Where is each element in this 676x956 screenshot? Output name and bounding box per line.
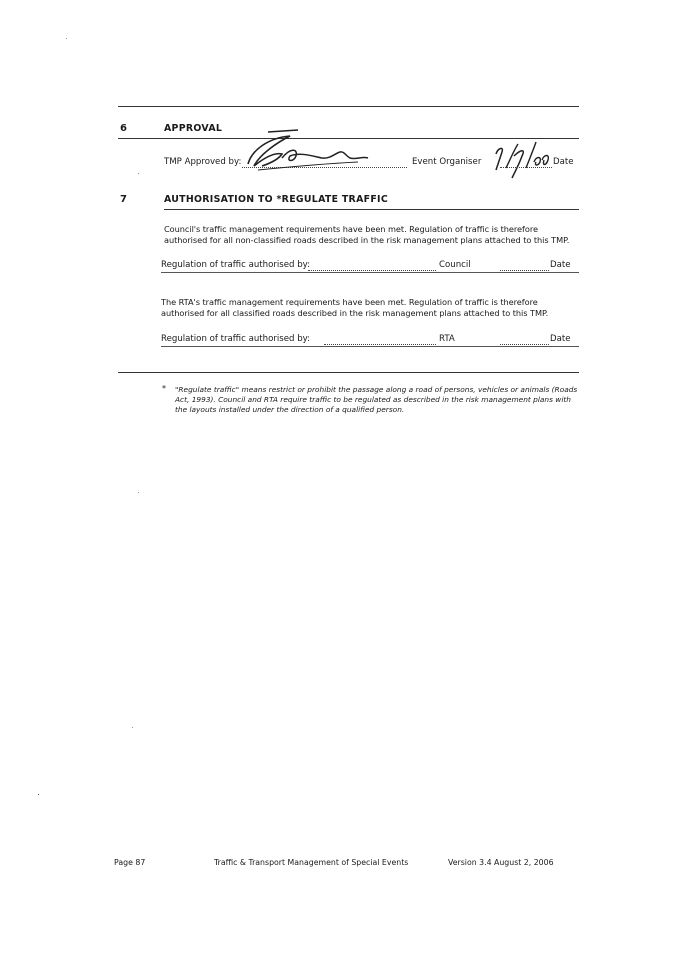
approval-signature xyxy=(238,128,388,174)
section-6-title-text: APPROVAL xyxy=(164,123,223,134)
approval-date-value xyxy=(500,150,504,151)
footer-version: Version 3.4 August 2, 2006 xyxy=(448,858,554,867)
scan-speck xyxy=(38,794,39,795)
section-7-rule xyxy=(164,209,579,210)
footnote-rule xyxy=(118,372,579,373)
section-7-number: 7 xyxy=(120,194,127,205)
scan-speck xyxy=(138,173,139,174)
rta-paragraph: The RTA's traffic management requirements have been met. Regulation of traffic is therefore authorised for all classified roads described in the risk management plans attached to this TMP. xyxy=(161,297,549,318)
footer-document-title: Traffic & Transport Management of Special Events xyxy=(214,858,409,867)
approval-date-handwritten xyxy=(490,138,554,180)
scan-speck xyxy=(138,492,139,493)
council-signature-line xyxy=(308,270,436,271)
rta-date-label: Date xyxy=(550,334,571,344)
council-label: Council xyxy=(439,260,471,270)
rta-underline xyxy=(161,346,579,347)
council-underline xyxy=(161,272,579,273)
section-7-title-text: AUTHORISATION TO *REGULATE TRAFFIC xyxy=(164,194,389,205)
rta-date-line xyxy=(500,344,549,345)
footer-page-number: Page 87 xyxy=(114,858,146,867)
approval-date-line xyxy=(500,167,552,168)
council-date-label: Date xyxy=(550,260,571,270)
rta-signature-line xyxy=(324,344,436,345)
top-rule xyxy=(118,106,579,107)
footnote-marker: * xyxy=(162,384,166,393)
council-paragraph: Council's traffic management requirements have been met. Regulation of traffic is therefore authorised for all non-classified roads described in the risk management plans attached to this TMP. xyxy=(164,224,570,245)
event-organiser-label: Event Organiser xyxy=(412,157,482,167)
tmp-approved-label: TMP Approved by: xyxy=(164,157,242,167)
section-7-title xyxy=(164,194,388,205)
section-6-number: 6 xyxy=(120,123,127,134)
section-6-title xyxy=(164,123,222,134)
rta-authorised-label: Regulation of traffic authorised by: xyxy=(161,334,311,344)
footnote-text: "Regulate traffic" means restrict or prohibit the passage along a road of persons, vehicles or animals (Roads Act, 1993). Council and RTA require traffic to be regulated as described in the risk management plans with the layouts installed under the direction of a qualified person. xyxy=(175,385,578,414)
approval-date-label: Date xyxy=(553,157,574,167)
council-date-line xyxy=(500,270,549,271)
scan-speck xyxy=(132,727,133,728)
scan-speck xyxy=(66,38,67,39)
council-authorised-label: Regulation of traffic authorised by: xyxy=(161,260,311,270)
rta-label: RTA xyxy=(439,334,455,344)
